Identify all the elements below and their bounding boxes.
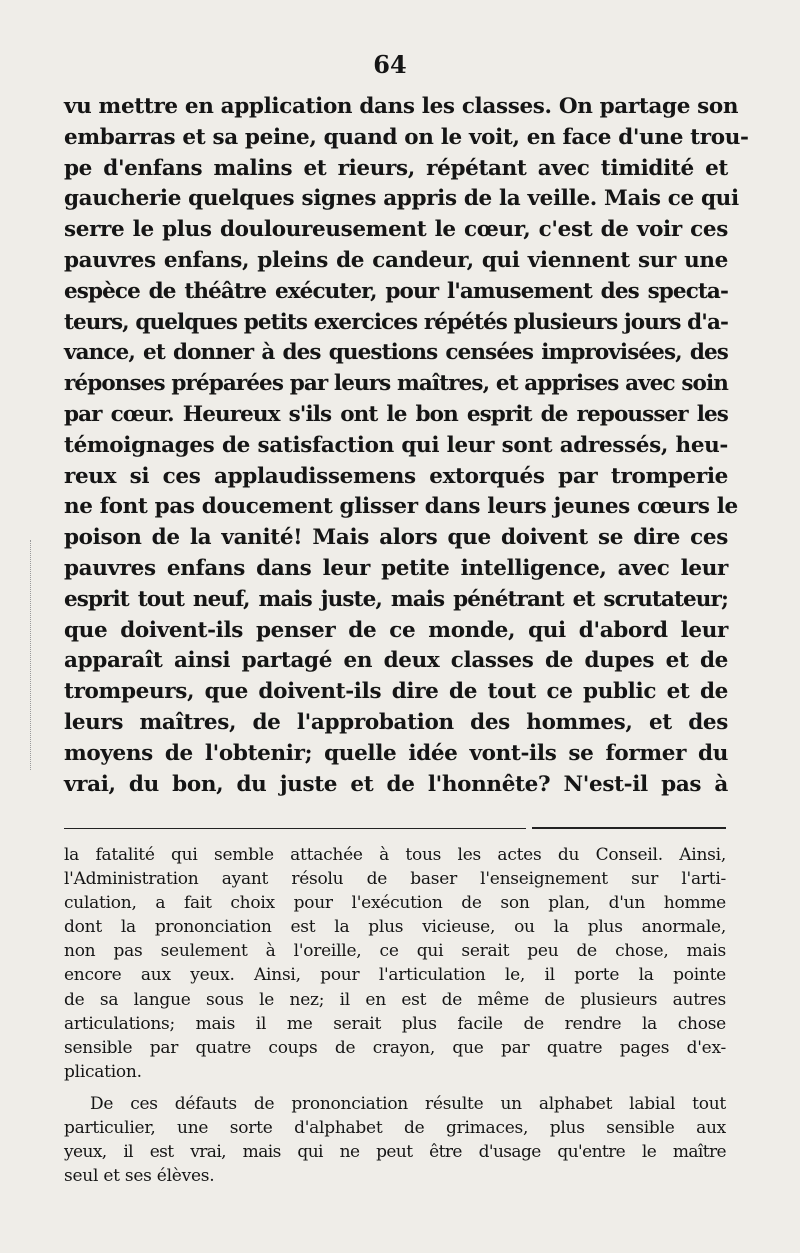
- text-line: témoignages de satisfaction qui leur sont adressés, heu-: [64, 432, 728, 458]
- text-line: que doivent-ils penser de ce monde, qui d'abord leur: [64, 617, 728, 643]
- footnote-line: De ces défauts de prononciation résulte un alphabet labial tout: [90, 1093, 726, 1114]
- footnote-line: l'Administration ayant résolu de baser l'enseignement sur l'arti-: [64, 869, 726, 890]
- margin-pencil-mark: [30, 540, 61, 770]
- text-line: par cœur. Heureux s'ils ont le bon esprit de repousser les: [64, 401, 728, 427]
- footnote-line: yeux, il est vrai, mais qui ne peut être d'usage qu'entre le maître: [64, 1142, 726, 1163]
- main-text-block: [64, 92, 749, 800]
- rule-left-segment: [64, 828, 526, 829]
- footnote-line: seul et ses élèves.: [64, 1166, 215, 1187]
- text-line: vance, et donner à des questions censées improvisées, des: [64, 340, 728, 366]
- text-line: gaucherie quelques signes appris de la veille. Mais ce qui: [64, 186, 739, 212]
- text-line: leurs maîtres, de l'approbation des hommes, et des: [64, 709, 728, 735]
- footnote-line: non pas seulement à l'oreille, ce qui serait peu de chose, mais: [64, 941, 726, 962]
- footnote-line: articulations; mais il me serait plus facile de rendre la chose: [64, 1013, 726, 1034]
- footnote-line: dont la prononciation est la plus vicieuse, ou la plus anormale,: [64, 917, 726, 938]
- text-line: vrai, du bon, du juste et de l'honnête? N'est-il pas à: [64, 771, 728, 797]
- text-line: espèce de théâtre exécuter, pour l'amusement des specta-: [64, 278, 728, 304]
- text-line: esprit tout neuf, mais juste, mais pénétrant et scrutateur;: [64, 586, 728, 612]
- text-line: moyens de l'obtenir; quelle idée vont-ils se former du: [64, 740, 728, 766]
- footnote-block: [64, 843, 726, 1188]
- footnote-line: de sa langue sous le nez; il en est de même de plusieurs autres: [64, 989, 726, 1010]
- paragraph-gap: [64, 1084, 726, 1092]
- text-line: pauvres enfans, pleins de candeur, qui viennent sur une: [64, 247, 728, 273]
- text-line: vu mettre en application dans les classes. On partage son: [64, 94, 739, 119]
- text-line: réponses préparées par leurs maîtres, et apprises avec soin: [64, 371, 728, 397]
- footnote-line: encore aux yeux. Ainsi, pour l'articulation le, il porte la pointe: [64, 965, 726, 986]
- footnote-line: particulier, une sorte d'alphabet de grimaces, plus sensible aux: [64, 1118, 726, 1139]
- text-line: serre le plus douloureusement le cœur, c'est de voir ces: [64, 217, 728, 243]
- text-line: poison de la vanité! Mais alors que doivent se dire ces: [64, 525, 728, 551]
- footnote-line: la fatalité qui semble attachée à tous les actes du Conseil. Ainsi,: [64, 845, 726, 865]
- text-line: trompeurs, que doivent-ils dire de tout ce public et de: [64, 679, 728, 705]
- text-line: apparaît ainsi partagé en deux classes de dupes et de: [64, 648, 728, 674]
- footnote-separator-rule: [64, 826, 726, 832]
- rule-right-segment: [532, 827, 726, 829]
- text-line: pe d'enfans malins et rieurs, répétant avec timidité et: [64, 155, 728, 181]
- footnote-line: plication.: [64, 1061, 142, 1082]
- text-line: ne font pas doucement glisser dans leurs jeunes cœurs le: [64, 494, 738, 520]
- footnote-line: sensible par quatre coups de crayon, que par quatre pages d'ex-: [64, 1037, 726, 1058]
- text-line: teurs, quelques petits exercices répétés plusieurs jours d'a-: [64, 309, 729, 335]
- text-line: embarras et sa peine, quand on le voit, en face d'une trou-: [64, 124, 749, 150]
- text-line: pauvres enfans dans leur petite intelligence, avec leur: [64, 555, 728, 581]
- text-line: reux si ces applaudissemens extorqués par tromperie: [64, 463, 728, 489]
- footnote-line: culation, a fait choix pour l'exécution de son plan, d'un homme: [64, 893, 726, 914]
- page-number: 64: [373, 50, 407, 79]
